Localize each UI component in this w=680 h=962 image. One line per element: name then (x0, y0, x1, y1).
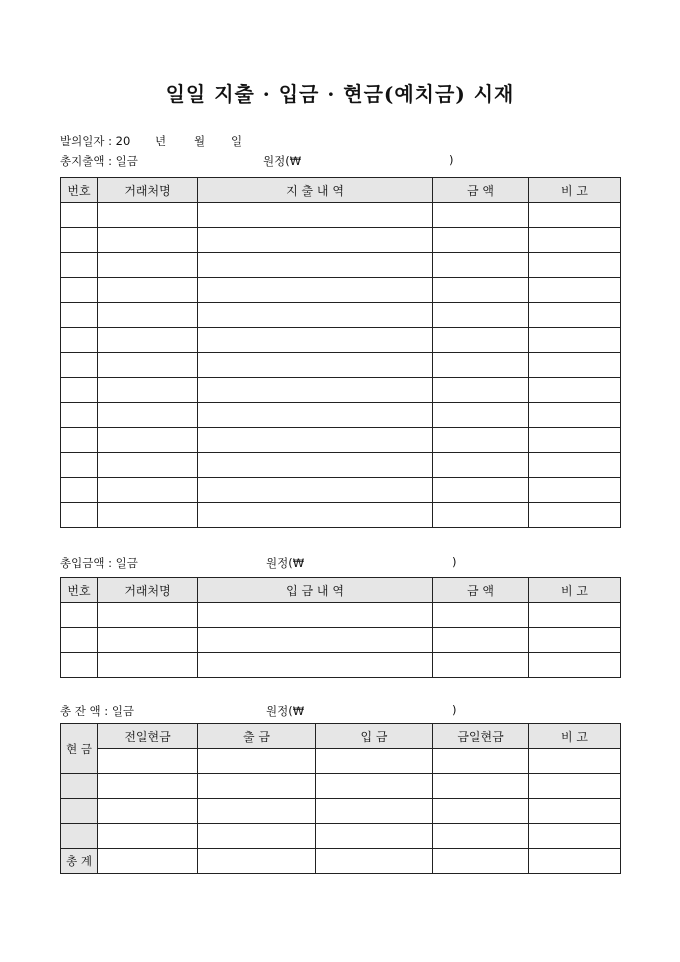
detail-field[interactable] (198, 353, 433, 378)
prev-cash-field[interactable] (98, 824, 198, 849)
col-expense-detail-header: 지 출 내 역 (198, 178, 433, 203)
number-cell[interactable] (61, 503, 98, 528)
balance-table (60, 723, 621, 874)
amount-field[interactable] (433, 328, 529, 353)
col-deposit-header: 입 금 (316, 724, 433, 749)
expense-table (60, 177, 621, 528)
row-label-cell (61, 799, 98, 824)
vendor-field[interactable] (98, 203, 198, 228)
deposit-summary-label: 총입금액 : 일금 (60, 556, 138, 570)
number-cell[interactable] (61, 653, 98, 678)
withdrawal-field[interactable] (198, 799, 316, 824)
remarks-field[interactable] (529, 203, 621, 228)
amount-field[interactable] (433, 653, 529, 678)
amount-field[interactable] (433, 203, 529, 228)
amount-field[interactable] (433, 378, 529, 403)
amount-field[interactable] (433, 253, 529, 278)
balance-won-label: 원정(₩ (266, 704, 305, 718)
vendor-field[interactable] (98, 403, 198, 428)
amount-field[interactable] (433, 403, 529, 428)
withdrawal-field[interactable] (198, 749, 316, 774)
vendor-field[interactable] (98, 503, 198, 528)
today-cash-field[interactable] (433, 774, 529, 799)
table-row (61, 228, 621, 253)
remarks-field[interactable] (529, 228, 621, 253)
table-row (61, 278, 621, 303)
today-cash-field[interactable] (433, 749, 529, 774)
deposit-field[interactable] (316, 749, 433, 774)
vendor-field[interactable] (98, 478, 198, 503)
detail-field[interactable] (198, 228, 433, 253)
deposit-header-row (61, 578, 621, 603)
number-cell[interactable] (61, 378, 98, 403)
vendor-field[interactable] (98, 428, 198, 453)
balance-header-row (61, 724, 621, 749)
amount-field[interactable] (433, 478, 529, 503)
vendor-field[interactable] (98, 378, 198, 403)
col-today-cash-header: 금일현금 (433, 724, 529, 749)
prev-cash-field[interactable] (98, 774, 198, 799)
amount-field[interactable] (433, 503, 529, 528)
number-cell[interactable] (61, 203, 98, 228)
remarks-field[interactable] (529, 303, 621, 328)
detail-field[interactable] (198, 303, 433, 328)
amount-field[interactable] (433, 628, 529, 653)
detail-field[interactable] (198, 403, 433, 428)
amount-field[interactable] (433, 228, 529, 253)
deposit-close-paren: ) (452, 555, 457, 569)
amount-field[interactable] (433, 353, 529, 378)
remarks-field[interactable] (529, 603, 621, 628)
today-cash-field[interactable] (433, 824, 529, 849)
expense-summary-label: 총지출액 : 일금 (60, 154, 138, 168)
detail-field[interactable] (198, 503, 433, 528)
cash-label-cell: 현 금 (61, 724, 98, 774)
detail-field[interactable] (198, 253, 433, 278)
vendor-field[interactable] (98, 603, 198, 628)
detail-field[interactable] (198, 203, 433, 228)
remarks-field[interactable] (529, 799, 621, 824)
number-cell[interactable] (61, 403, 98, 428)
col-amount-header: 금 액 (433, 578, 529, 603)
balance-total-row (61, 849, 621, 874)
table-row (61, 503, 621, 528)
issue-date-label: 발의일자 : 20 (60, 134, 131, 148)
number-cell[interactable] (61, 228, 98, 253)
table-row (61, 378, 621, 403)
balance-summary-line (60, 703, 620, 719)
number-cell[interactable] (61, 353, 98, 378)
row-label-cell (61, 774, 98, 799)
number-cell[interactable] (61, 428, 98, 453)
deposit-won-label: 원정(₩ (266, 556, 305, 570)
balance-row (61, 799, 621, 824)
table-row (61, 328, 621, 353)
remarks-field[interactable] (529, 403, 621, 428)
remarks-total-field[interactable] (529, 849, 621, 874)
balance-row (61, 749, 621, 774)
remarks-field[interactable] (529, 253, 621, 278)
remarks-field[interactable] (529, 278, 621, 303)
vendor-field[interactable] (98, 628, 198, 653)
number-cell[interactable] (61, 453, 98, 478)
prev-cash-field[interactable] (98, 799, 198, 824)
document-title: 일일 지출 · 입금 · 현금(예치금) 시재 (165, 82, 515, 106)
issue-day-unit: 일 (231, 134, 243, 148)
remarks-field[interactable] (529, 503, 621, 528)
number-cell[interactable] (61, 278, 98, 303)
detail-field[interactable] (198, 628, 433, 653)
balance-row (61, 774, 621, 799)
table-row (61, 353, 621, 378)
detail-field[interactable] (198, 603, 433, 628)
deposit-table (60, 577, 621, 678)
total-label-cell: 총 계 (61, 849, 98, 874)
prev-cash-total-field[interactable] (98, 849, 198, 874)
vendor-field[interactable] (98, 353, 198, 378)
expense-close-paren: ) (449, 153, 454, 167)
prev-cash-field[interactable] (98, 749, 198, 774)
table-row (61, 478, 621, 503)
vendor-field[interactable] (98, 453, 198, 478)
remarks-field[interactable] (529, 824, 621, 849)
remarks-field[interactable] (529, 353, 621, 378)
col-vendor-header: 거래처명 (98, 578, 198, 603)
table-row (61, 303, 621, 328)
detail-field[interactable] (198, 453, 433, 478)
withdrawal-field[interactable] (198, 824, 316, 849)
remarks-field[interactable] (529, 774, 621, 799)
withdrawal-field[interactable] (198, 774, 316, 799)
col-remarks-header: 비 고 (529, 178, 621, 203)
balance-summary-label: 총 잔 액 : 일금 (60, 704, 135, 718)
withdrawal-total-field[interactable] (198, 849, 316, 874)
expense-header-row (61, 178, 621, 203)
remarks-field[interactable] (529, 653, 621, 678)
col-amount-header: 금 액 (433, 178, 529, 203)
col-withdrawal-header: 출 금 (198, 724, 316, 749)
deposit-summary-line (60, 555, 620, 571)
detail-field[interactable] (198, 378, 433, 403)
expense-summary-line (60, 153, 620, 169)
col-number-header: 번호 (61, 578, 98, 603)
number-cell[interactable] (61, 603, 98, 628)
deposit-field[interactable] (316, 799, 433, 824)
remarks-field[interactable] (529, 378, 621, 403)
detail-field[interactable] (198, 328, 433, 353)
vendor-field[interactable] (98, 653, 198, 678)
remarks-field[interactable] (529, 628, 621, 653)
col-vendor-header: 거래처명 (98, 178, 198, 203)
today-cash-field[interactable] (433, 799, 529, 824)
detail-field[interactable] (198, 653, 433, 678)
col-remarks-header: 비 고 (529, 578, 621, 603)
table-row (61, 203, 621, 228)
col-number-header: 번호 (61, 178, 98, 203)
vendor-field[interactable] (98, 328, 198, 353)
detail-field[interactable] (198, 478, 433, 503)
col-deposit-detail-header: 입 금 내 역 (198, 578, 433, 603)
remarks-field[interactable] (529, 428, 621, 453)
balance-close-paren: ) (452, 703, 457, 717)
number-cell[interactable] (61, 328, 98, 353)
vendor-field[interactable] (98, 228, 198, 253)
deposit-field[interactable] (316, 824, 433, 849)
table-row (61, 253, 621, 278)
vendor-field[interactable] (98, 253, 198, 278)
table-row (61, 453, 621, 478)
remarks-field[interactable] (529, 453, 621, 478)
issue-month-unit: 월 (194, 134, 206, 148)
amount-field[interactable] (433, 278, 529, 303)
row-label-cell (61, 824, 98, 849)
issue-year-unit: 년 (155, 134, 167, 148)
remarks-field[interactable] (529, 749, 621, 774)
number-cell[interactable] (61, 253, 98, 278)
issue-date-line (60, 133, 620, 149)
amount-field[interactable] (433, 603, 529, 628)
expense-won-label: 원정(₩ (263, 154, 302, 168)
number-cell[interactable] (61, 303, 98, 328)
deposit-field[interactable] (316, 774, 433, 799)
number-cell[interactable] (61, 478, 98, 503)
detail-field[interactable] (198, 428, 433, 453)
amount-field[interactable] (433, 428, 529, 453)
amount-field[interactable] (433, 303, 529, 328)
detail-field[interactable] (198, 278, 433, 303)
col-remarks-header: 비 고 (529, 724, 621, 749)
vendor-field[interactable] (98, 303, 198, 328)
balance-row (61, 824, 621, 849)
vendor-field[interactable] (98, 278, 198, 303)
number-cell[interactable] (61, 628, 98, 653)
deposit-total-field[interactable] (316, 849, 433, 874)
table-row (61, 428, 621, 453)
table-row (61, 403, 621, 428)
table-row (61, 603, 621, 628)
col-prev-cash-header: 전일현금 (98, 724, 198, 749)
remarks-field[interactable] (529, 328, 621, 353)
table-row (61, 653, 621, 678)
amount-field[interactable] (433, 453, 529, 478)
remarks-field[interactable] (529, 478, 621, 503)
table-row (61, 628, 621, 653)
today-cash-total-field[interactable] (433, 849, 529, 874)
